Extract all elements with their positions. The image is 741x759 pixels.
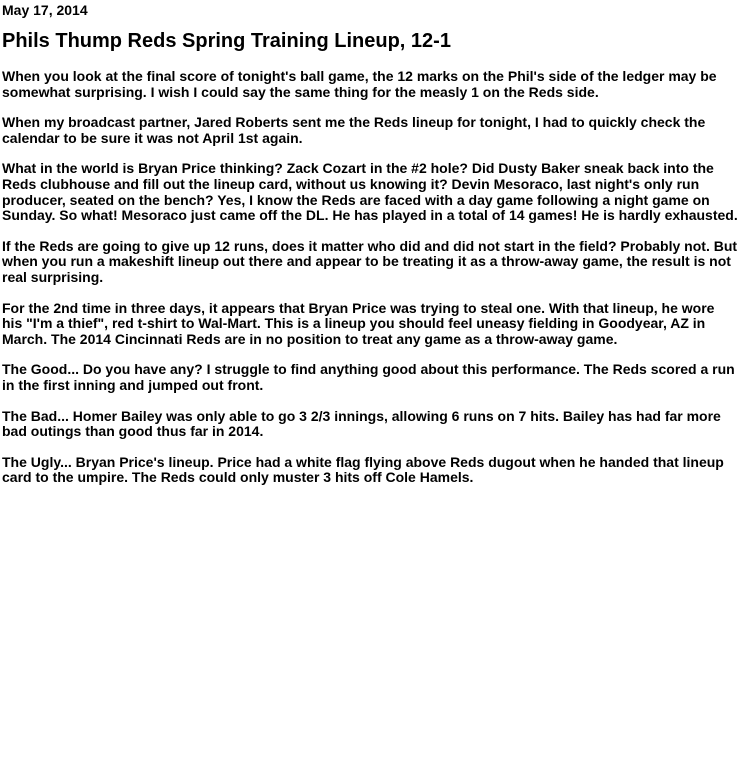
paragraph-the-bad: The Bad... Homer Bailey was only able to go 3 2/3 innings, allowing 6 runs on 7 hits. Bailey has had far more bad outings than good thus far in 2014.	[2, 407, 721, 440]
post-body	[2, 69, 738, 486]
paragraph-the-good: The Good... Do you have any? I struggle to find anything good about this performance. The Reds scored a run in the first inning and jumped out front.	[2, 361, 735, 393]
paragraph-the-ugly: The Ugly... Bryan Price's lineup. Price had a white flag flying above Reds dugout when he handed that lineup card to the umpire. The Reds could only muster 3 hits off Cole Hamels.	[2, 453, 724, 486]
paragraph-steal-one: For the 2nd time in three days, it appears that Bryan Price was trying to steal one. With that lineup, he wore his "I'm a thief", red t-shirt to Wal-Mart. This is a lineup you should feel uneasy fielding in Goodyear, AZ in March. The 2014 Cincinnati Reds are in no position to treat any game as a throw-away game.	[2, 299, 715, 347]
paragraph-lineup-check: When my broadcast partner, Jared Roberts sent me the Reds lineup for tonight, I had to quickly check the calendar to be sure it was not April 1st again.	[2, 114, 706, 146]
paragraph-intro: When you look at the final score of tonight's ball game, the 12 marks on the Phil's side of the ledger may be somewhat surprising. I wish I could say the same thing for the measly 1 on the Reds side.	[2, 68, 717, 100]
post-title: Phils Thump Reds Spring Training Lineup, 12-1	[2, 30, 451, 52]
paragraph-makeshift-lineup: If the Reds are going to give up 12 runs, does it matter who did and did not start in the field? Probably not. But when you run a makeshift lineup out there and appear to be treating it as a throw-away game, the result is not real surprising.	[2, 237, 738, 285]
post-date: May 17, 2014	[2, 2, 88, 18]
paragraph-price-thinking: What in the world is Bryan Price thinking? Zack Cozart in the #2 hole? Did Dusty Baker sneak back into the Reds clubhouse and fill out the lineup card, without us knowing it? Devin Mesoraco, last night's only run producer, seated on the bench? Yes, I know the Reds are faced with a day game following a night game on Sunday. So what! Mesoraco just came off the DL. He has played in a total of 14 games! He is hardly exhausted.	[2, 160, 738, 224]
